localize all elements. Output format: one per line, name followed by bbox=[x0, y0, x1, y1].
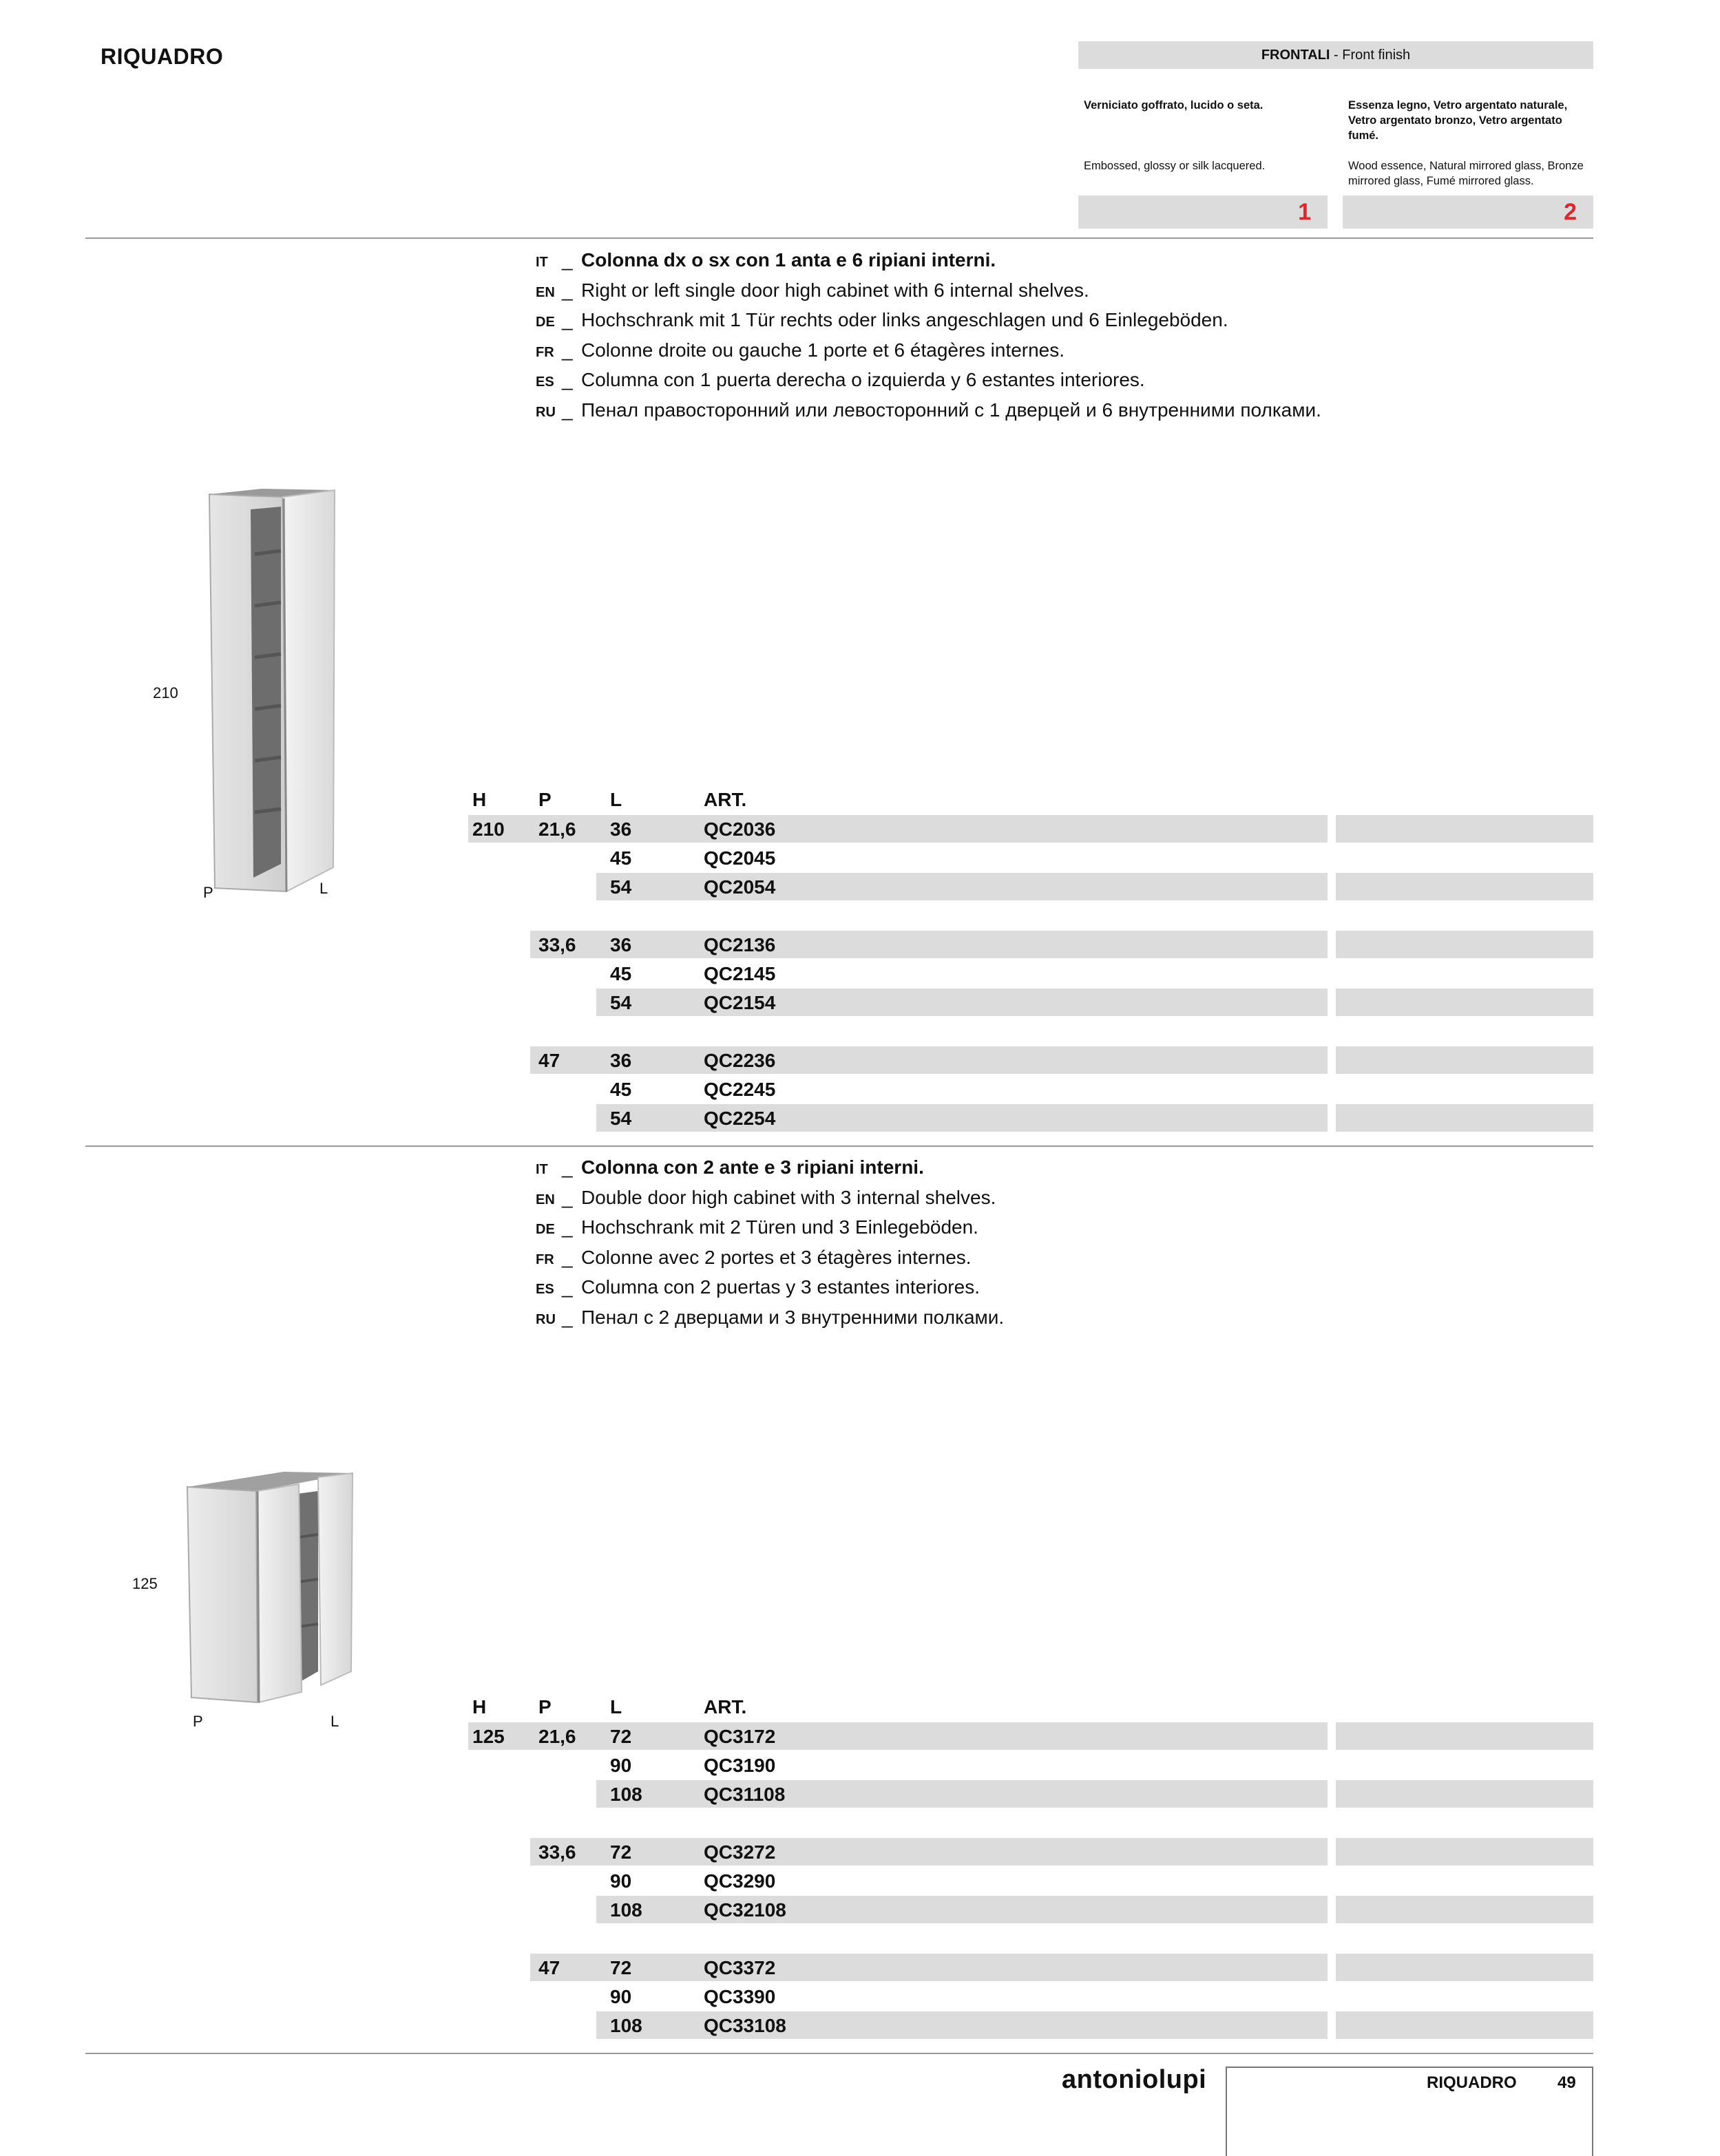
height-dimension: 125 bbox=[132, 1575, 158, 1592]
cell-art: QC32108 bbox=[704, 1899, 786, 1921]
cell-art: QC2236 bbox=[704, 1050, 776, 1071]
table-row bbox=[0, 844, 1720, 871]
cell-p: 47 bbox=[538, 1957, 560, 1978]
lang-code: DE bbox=[536, 315, 555, 330]
col-header-l: L bbox=[610, 1696, 622, 1718]
lang-code: EN bbox=[536, 1192, 555, 1207]
finish2-it: Essenza legno, Vetro argentato naturale, Vetro argentato bronzo, Vetro argentato fumé. bbox=[1348, 99, 1568, 142]
page-title: RIQUADRO bbox=[101, 44, 224, 69]
desc-text: Пенал правосторонний или левосторонний с 1 дверцей и 6 внутренними полками. bbox=[581, 399, 1321, 421]
cell-l: 72 bbox=[610, 1957, 632, 1978]
cell-art: QC33108 bbox=[704, 2015, 786, 2036]
cell-l: 108 bbox=[610, 2015, 642, 2036]
frontali-header bbox=[1078, 41, 1593, 69]
cell-l: 45 bbox=[610, 963, 632, 984]
cell-l: 36 bbox=[610, 818, 632, 840]
finish1-it: Verniciato goffrato, lucido o seta. bbox=[1084, 99, 1263, 112]
table-row bbox=[0, 873, 1720, 900]
double-door-cabinet-illustration bbox=[180, 1465, 366, 1713]
col-header-h: H bbox=[472, 1696, 487, 1718]
cell-l: 108 bbox=[610, 1899, 642, 1921]
divider-middle bbox=[85, 1145, 1593, 1147]
cell-p: 21,6 bbox=[538, 818, 576, 840]
cell-l: 108 bbox=[610, 1784, 642, 1805]
table-row bbox=[0, 931, 1720, 958]
cell-l: 54 bbox=[610, 1108, 632, 1129]
col-header-art: ART. bbox=[704, 1696, 747, 1718]
table-row bbox=[0, 1780, 1720, 1808]
finish2-number: 2 bbox=[1343, 195, 1593, 229]
finish2-en: Wood essence, Natural mirrored glass, Bronze mirrored glass, Fumé mirrored glass. bbox=[1348, 160, 1584, 187]
cell-h: 210 bbox=[472, 818, 505, 840]
footer-box bbox=[1226, 2067, 1593, 2156]
table-row bbox=[0, 1867, 1720, 1894]
finish1-number: 1 bbox=[1078, 195, 1328, 229]
cell-p: 33,6 bbox=[538, 1841, 576, 1863]
lang-code: EN bbox=[536, 284, 555, 300]
cell-art: QC3190 bbox=[704, 1755, 776, 1776]
table-row bbox=[0, 1896, 1720, 1923]
footer-section-name: RIQUADRO bbox=[1427, 2073, 1517, 2092]
cell-art: QC2254 bbox=[704, 1108, 776, 1129]
divider-top bbox=[85, 237, 1593, 239]
cell-art: QC2045 bbox=[704, 847, 776, 869]
width-dimension: L bbox=[331, 1713, 339, 1730]
table-row bbox=[0, 960, 1720, 987]
table-row bbox=[0, 1751, 1720, 1779]
desc-text: Right or left single door high cabinet with 6 internal shelves. bbox=[581, 279, 1089, 301]
desc-text: Пенал с 2 дверцами и 3 внутренними полками. bbox=[581, 1306, 1005, 1328]
cell-l: 72 bbox=[610, 1726, 632, 1747]
table-row bbox=[0, 1104, 1720, 1132]
cell-l: 45 bbox=[610, 1079, 632, 1100]
desc-text: Double door high cabinet with 3 internal shelves. bbox=[581, 1186, 996, 1208]
col-header-h: H bbox=[472, 789, 487, 810]
depth-dimension: P bbox=[193, 1713, 203, 1730]
cell-p: 21,6 bbox=[538, 1726, 576, 1747]
desc-text: Columna con 1 puerta derecha o izquierda y 6 estantes interiores. bbox=[581, 369, 1145, 390]
cell-l: 90 bbox=[610, 1870, 632, 1892]
desc-text: Colonne droite ou gauche 1 porte et 6 étagères internes. bbox=[581, 339, 1065, 361]
lang-code: FR bbox=[536, 344, 554, 360]
desc-text: Colonne avec 2 portes et 3 étagères internes. bbox=[581, 1246, 972, 1268]
page-number: 49 bbox=[1558, 2073, 1576, 2092]
desc-text: Colonna dx o sx con 1 anta e 6 ripiani interni. bbox=[581, 249, 996, 271]
cell-art: QC2245 bbox=[704, 1079, 776, 1100]
lang-code: IT bbox=[536, 1162, 548, 1177]
section2-description: IT _ Colonna con 2 ante e 3 ripiani interni. EN _ Double door high cabinet with 3 internal shelves. DE _ Hochschrank mit 2 Türen und 3 Einlegeböden. FR _ Colonne avec 2 portes et 3 étagères internes. ES _ Columna con 2 puertas y 3 estantes interiores. RU _ Пенал с 2 дверцами и 3 внутренними полками. bbox=[536, 1154, 1004, 1333]
table-row bbox=[0, 1838, 1720, 1866]
cell-l: 54 bbox=[610, 876, 632, 898]
frontali-label: FRONTALI bbox=[1261, 47, 1330, 63]
lang-code: DE bbox=[536, 1222, 555, 1237]
width-dimension: L bbox=[319, 880, 328, 897]
table-row bbox=[0, 2011, 1720, 2039]
height-dimension: 210 bbox=[153, 684, 178, 701]
cell-p: 33,6 bbox=[538, 934, 576, 955]
table-row bbox=[0, 1075, 1720, 1103]
lang-code: RU bbox=[536, 404, 556, 420]
cell-art: QC2036 bbox=[704, 818, 776, 840]
lang-code: FR bbox=[536, 1251, 554, 1267]
col-header-l: L bbox=[610, 789, 622, 810]
lang-code: RU bbox=[536, 1311, 556, 1327]
cell-art: QC3272 bbox=[704, 1841, 776, 1863]
cell-l: 45 bbox=[610, 847, 632, 869]
table-row bbox=[0, 1722, 1720, 1750]
col-header-p: P bbox=[538, 1696, 552, 1718]
col-header-p: P bbox=[538, 789, 552, 810]
cell-h: 125 bbox=[472, 1726, 505, 1747]
cell-art: QC3372 bbox=[704, 1957, 776, 1978]
divider-bottom bbox=[85, 2053, 1593, 2054]
cell-l: 72 bbox=[610, 1841, 632, 1863]
desc-text: Colonna con 2 ante e 3 ripiani interni. bbox=[581, 1156, 924, 1178]
cell-art: QC31108 bbox=[704, 1784, 786, 1805]
table-row bbox=[0, 1046, 1720, 1074]
table-row bbox=[0, 989, 1720, 1016]
cell-l: 90 bbox=[610, 1755, 632, 1776]
cell-art: QC2054 bbox=[704, 876, 776, 898]
cell-art: QC3172 bbox=[704, 1726, 776, 1747]
cell-art: QC3390 bbox=[704, 1986, 776, 2007]
section1-description: IT _ Colonna dx o sx con 1 anta e 6 ripiani interni. EN _ Right or left single door high cabinet with 6 internal shelves. DE _ Hochschrank mit 1 Tür rechts oder links angeschlagen und 6 Einlegeböden. FR _ Colonne droite ou gauche 1 porte et 6 étagères internes. ES _ Columna con 1 puerta derecha o izquierda y 6 estantes interiores. RU _ Пенал правосторонний или левосторонний с 1 дверцей и 6 внутренними полками. bbox=[536, 246, 1321, 426]
cell-p: 47 bbox=[538, 1050, 560, 1071]
cell-l: 36 bbox=[610, 934, 632, 955]
lang-code: ES bbox=[536, 1282, 554, 1297]
finish1-en: Embossed, glossy or silk lacquered. bbox=[1084, 160, 1266, 172]
table-row bbox=[0, 1954, 1720, 1981]
cell-art: QC2154 bbox=[704, 992, 776, 1013]
desc-text: Hochschrank mit 1 Tür rechts oder links angeschlagen und 6 Einlegeböden. bbox=[581, 309, 1228, 330]
cell-l: 36 bbox=[610, 1050, 632, 1071]
frontali-subtitle: - Front finish bbox=[1330, 47, 1411, 63]
cell-l: 90 bbox=[610, 1986, 632, 2007]
col-header-art: ART. bbox=[704, 789, 747, 810]
depth-dimension: P bbox=[203, 884, 213, 901]
desc-text: Hochschrank mit 2 Türen und 3 Einlegeböden. bbox=[581, 1216, 978, 1238]
cell-l: 54 bbox=[610, 992, 632, 1013]
cell-art: QC2145 bbox=[704, 963, 776, 984]
brand-logo: antoniolupi bbox=[1062, 2065, 1207, 2094]
lang-code: ES bbox=[536, 374, 554, 390]
table-row bbox=[0, 1983, 1720, 2010]
lang-code: IT bbox=[536, 255, 548, 270]
table-row bbox=[0, 815, 1720, 843]
desc-text: Columna con 2 puertas y 3 estantes interiores. bbox=[581, 1276, 980, 1298]
cell-art: QC2136 bbox=[704, 934, 776, 955]
cell-art: QC3290 bbox=[704, 1870, 776, 1892]
